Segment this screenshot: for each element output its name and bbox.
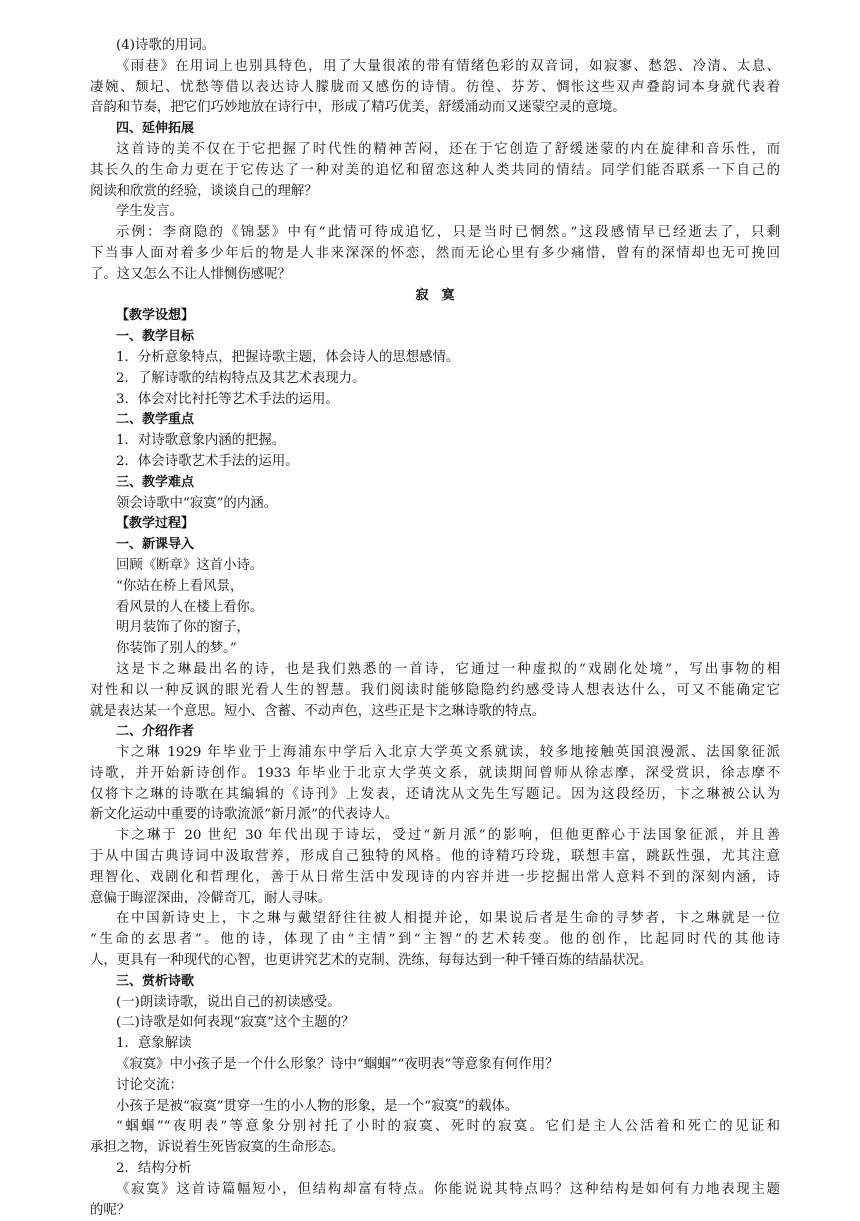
- text-line: 意偏于晦涩深曲，冷僻奇兀，耐人寻味。: [90, 890, 332, 906]
- text-line: 看风景的人在楼上看你。: [116, 599, 264, 615]
- text-line: 音韵和节奏，把它们巧妙地放在诗行中，形成了精巧优美，舒缓涌动而又迷蒙空灵的意境。: [90, 100, 626, 116]
- text-line: (一)朗读诗歌，说出自己的初读感受。: [116, 994, 341, 1010]
- section-heading: 【教学设想】: [116, 308, 195, 324]
- text-line: 下当事人面对着多少年后的物是人非来深深的怀恋，然而无论心里有多少痛惜，曾有的深情却也无可挽回: [90, 245, 780, 261]
- text-line: 诗歌，并开始新诗创作。1933 年毕业于北京大学英文系，就读期间曾师从徐志摩，深受赏识，徐志摩不: [90, 765, 780, 781]
- text-line: 领会诗歌中“寂寞”的内涵。: [116, 495, 277, 511]
- text-line: 1．对诗歌意象内涵的把握。: [116, 433, 286, 449]
- text-line: 《寂寞》中小孩子是一个什么形象？诗中“蝈蝈”“夜明表”等意象有何作用？: [116, 1057, 559, 1073]
- text-line: 《寂寞》这首诗篇幅短小，但结构却富有特点。你能说说其特点吗？这种结构是如何有力地表现主题: [116, 1181, 780, 1197]
- text-line: 示例：李商隐的《锦瑟》中有“此情可待成追忆，只是当时已惘然。”这段感情早已经逝去了，只剩: [116, 225, 780, 241]
- text-line: 小孩子是被“寂寞”贯穿一生的小人物的形象，是一个“寂寞”的载体。: [116, 1098, 519, 1114]
- document-body: [90, 36, 780, 1221]
- text-line: 阅读和欣赏的经验，谈谈自己的理解？: [90, 183, 318, 199]
- text-line: 的呢？: [90, 1202, 131, 1218]
- text-line: 卞之琳 1929 年毕业于上海浦东中学后入北京大学英文系就读，较多地接触英国浪漫派、法国象征派: [116, 745, 780, 761]
- section-heading: 一、教学目标: [116, 329, 195, 345]
- text-line: 了。这又怎么不让人悱恻伤感呢？: [90, 266, 291, 282]
- text-line: 3．体会对比衬托等艺术手法的运用。: [116, 391, 339, 407]
- text-line: 2．体会诗歌艺术手法的运用。: [116, 453, 299, 469]
- text-line: 对性和以一种反讽的眼光看人生的智慧。我们阅读时能够隐隐约约感受诗人想表达什么，可又不能确定它: [90, 682, 780, 698]
- text-line: 2．了解诗歌的结构特点及其艺术表现力。: [116, 370, 366, 386]
- text-line: 于从中国古典诗词中汲取营养，形成自己独特的风格。他的诗精巧玲珑，联想丰富，跳跃性强，尤其注意: [90, 849, 780, 865]
- text-line: “你站在桥上看风景，: [116, 578, 244, 594]
- section-heading: 三、教学难点: [116, 474, 195, 490]
- text-line: 承担之物，诉说着生死皆寂寞的生命形态。: [90, 1140, 345, 1156]
- text-line: 这首诗的美不仅在于它把握了时代性的精神苦闷，还在于它创造了舒缓迷蒙的内在旋律和音乐性，而: [116, 141, 780, 157]
- text-line: 你装饰了别人的梦。”: [116, 641, 237, 657]
- text-line: (4)诗歌的用词。: [116, 38, 216, 53]
- text-line: 卞之琳于 20 世纪 30 年代出现于诗坛，受过“新月派”的影响，但他更醉心于法国象征派，并且善: [116, 828, 780, 844]
- text-line: 学生发言。: [116, 204, 183, 220]
- section-heading: 二、教学重点: [116, 412, 195, 428]
- text-line: “生命的玄思者”。他的诗，体现了由“主情”到“主智”的艺术转变。他的创作，比起同时代的其他诗: [90, 932, 780, 948]
- section-heading: 四、延伸拓展: [116, 121, 195, 137]
- text-line: 讨论交流：: [116, 1077, 183, 1093]
- section-heading: 寂 寞: [415, 287, 455, 303]
- text-line: 2．结构分析: [116, 1161, 192, 1177]
- text-line: 就是表达某一个意思。短小、含蓄、不动声色，这些正是卞之琳诗歌的特点。: [90, 703, 546, 719]
- text-line: 1．分析意象特点，把握诗歌主题，体会诗人的思想感情。: [116, 349, 460, 365]
- text-line: (二)诗歌是如何表现“寂寞”这个主题的？: [116, 1015, 355, 1031]
- section-heading: 二、介绍作者: [116, 724, 195, 740]
- text-line: 《雨巷》在用词上也别具特色，用了大量很浓的带有情绪色彩的双音词，如寂寥、愁怨、冷清、太息、: [116, 58, 780, 74]
- text-line: 在中国新诗史上，卞之琳与戴望舒往往被人相提并论，如果说后者是生命的寻梦者，卞之琳就是一位: [116, 911, 780, 927]
- text-line: 明月装饰了你的窗子，: [116, 620, 250, 636]
- section-heading: 三、赏析诗歌: [116, 973, 195, 989]
- text-line: 这是卞之琳最出名的诗，也是我们熟悉的一首诗，它通过一种虚拟的“戏剧化处境”，写出事物的相: [116, 661, 780, 677]
- text-line: 其长久的生命力更在于它传达了一种对美的追忆和留恋这种人类共同的情结。同学们能否联系一下自己的: [90, 162, 780, 178]
- section-heading: 【教学过程】: [116, 516, 195, 532]
- section-heading: 一、新课导入: [116, 537, 195, 553]
- text-line: “蝈蝈”“夜明表”等意象分别衬托了小时的寂寞、死时的寂寞。它们是主人公活着和死亡的见证和: [116, 1119, 780, 1135]
- text-line: 凄婉、颓圮、忧愁等借以表达诗人朦胧而又感伤的诗情。彷徨、芬芳、惆怅这些双声叠韵词本身就代表着: [90, 79, 780, 95]
- text-line: 回顾《断章》这首小诗。: [116, 557, 264, 573]
- text-line: 1．意象解读: [116, 1036, 192, 1052]
- text-line: 人，更具有一种现代的心智，也更讲究艺术的克制、洗练，每每达到一种千锤百炼的结晶状况。: [90, 953, 653, 969]
- text-line: 理智化、戏剧化和哲理化，善于从日常生活中发现诗的内容并进一步挖掘出常人意料不到的深刻内涵，诗: [90, 869, 780, 885]
- text-line: 仅将卞之琳的诗歌在其编辑的《诗刊》上发表，还请沈从文先生写题记。因为这段经历，卞之琳被公认为: [90, 786, 780, 802]
- text-line: 新文化运动中重要的诗歌流派“新月派”的代表诗人。: [90, 807, 399, 823]
